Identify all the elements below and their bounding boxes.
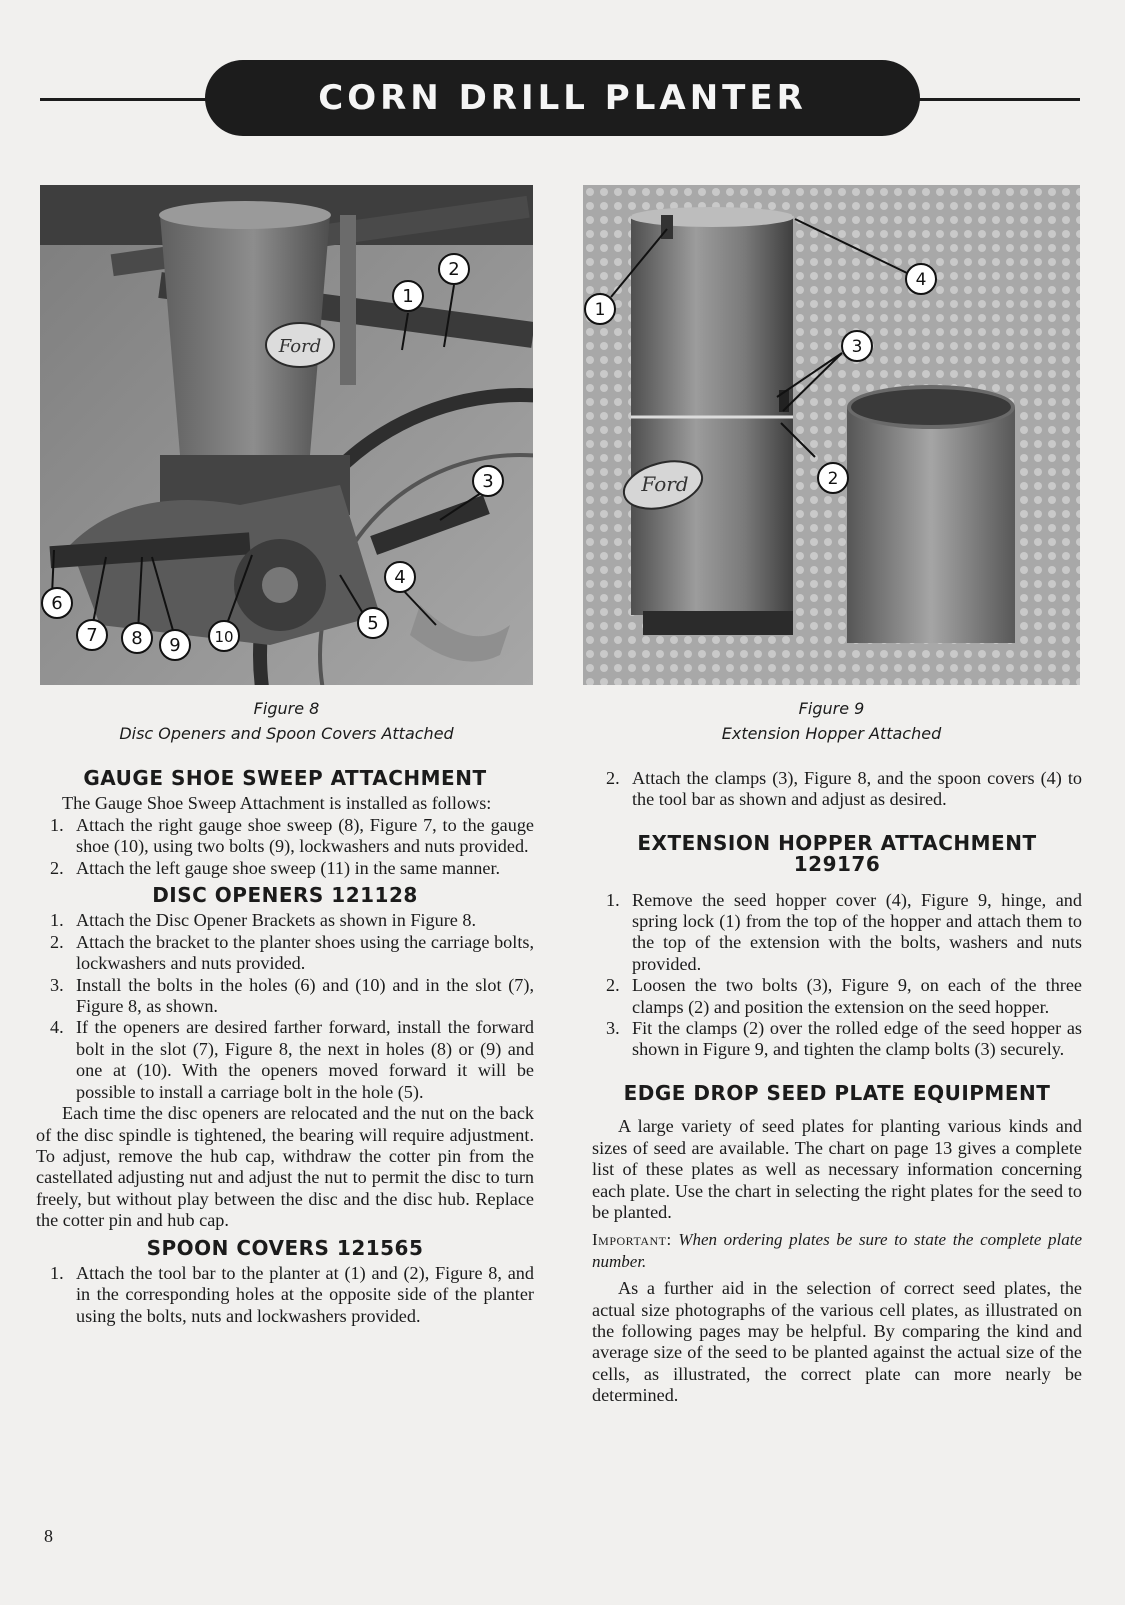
fig9-callout-4: 4	[915, 270, 927, 290]
list-item: 1. Remove the seed hopper cover (4), Figure 9, hinge, and spring lock (1) from the top of the hopper and attach them to the top of the extension with the bolts, washers and nuts provided.	[606, 889, 1082, 974]
figure-8-photo	[40, 185, 533, 685]
spoon-covers-heading: SPOON COVERS 121565	[146, 1235, 424, 1260]
figure-9-number: Figure 9	[798, 699, 865, 718]
disc-openers-steps	[36, 910, 534, 1103]
important-note	[592, 1229, 1082, 1272]
extension-hopper-heading: EXTENSION HOPPER ATTACHMENT 129176	[637, 830, 1037, 877]
list-item: 2. Loosen the two bolts (3), Figure 9, on each of the three clamps (2) and position the extension on the seed hopper.	[606, 975, 1082, 1017]
page-number: 8	[44, 1526, 53, 1546]
list-item: 1. Attach the right gauge shoe sweep (8), Figure 7, to the gauge shoe (10), using two bolts (9), lockwashers and nuts provided.	[50, 814, 534, 857]
fig8-callout-7: 7	[86, 625, 98, 646]
ford-logo: Ford	[641, 472, 689, 496]
list-item: 4. If the openers are desired farther forward, install the forward bolt in the slot (7), Figure 8, the next in holes (8) or (9) and one at (10). With the openers moved forward it will be possible to install a carriage bolt in the hole (5).	[50, 1017, 534, 1102]
list-item: 3. Fit the clamps (2) over the rolled edge of the seed hopper as shown in Figure 9, and tighten the clamp bolts (3) securely.	[606, 1018, 1082, 1060]
right-column	[592, 768, 1082, 1407]
fig8-callout-4: 4	[394, 567, 406, 588]
fig9-callout-3: 3	[851, 337, 863, 357]
fig8-callout-5: 5	[367, 613, 379, 634]
fig8-callout-8: 8	[131, 628, 143, 649]
important-text: When ordering plates be sure to state the complete plate number.	[592, 1230, 1083, 1271]
fig8-callout-2: 2	[448, 259, 460, 280]
figure-8-number: Figure 8	[253, 699, 320, 718]
figure-8-title: Disc Openers and Spoon Covers Attached	[119, 724, 454, 743]
fig9-callout-2: 2	[827, 469, 839, 489]
extension-hopper-steps	[592, 890, 1082, 1061]
fig9-callout-1: 1	[594, 300, 606, 320]
page-title: CORN DRILL PLANTER	[205, 60, 920, 136]
list-item: 3. Install the bolts in the holes (6) and (10) and in the slot (7), Figure 8, as shown.	[50, 974, 534, 1017]
fig8-callout-10: 10	[214, 628, 234, 646]
figure-9-title: Extension Hopper Attached	[721, 724, 942, 743]
list-item: 1. Attach the Disc Opener Brackets as shown in Figure 8.	[50, 910, 477, 931]
left-column	[36, 768, 534, 1327]
fig8-callout-6: 6	[51, 593, 63, 614]
spoon-covers-steps-continued	[592, 768, 1082, 811]
fig8-callout-3: 3	[482, 471, 494, 492]
edge-drop-heading: EDGE DROP SEED PLATE EQUIPMENT	[623, 1080, 1051, 1105]
ford-logo: Ford	[278, 336, 322, 357]
fig8-callout-1: 1	[402, 286, 414, 307]
list-item: 2. Attach the clamps (3), Figure 8, and the spoon covers (4) to the tool bar as shown and adjust as desired.	[606, 768, 1082, 810]
important-label: Important:	[592, 1230, 672, 1250]
banner-rule-left	[40, 98, 220, 101]
figure-9-photo	[583, 185, 1080, 685]
spoon-covers-steps	[36, 1263, 534, 1327]
banner-rule-right	[910, 98, 1080, 101]
edge-drop-paragraph-2: As a further aid in the selection of correct seed plates, the actual size photographs of the various cell plates, as illustrated on the following pages may be helpful. By comparing the kind and average size of the seed to be planted against the actual size of the cells, as illustrated, the correct plate can more nearly be determined.	[592, 1278, 1082, 1406]
gauge-shoe-heading: GAUGE SHOE SWEEP ATTACHMENT	[83, 766, 487, 790]
fig8-callout-9: 9	[169, 635, 181, 656]
gauge-shoe-intro: The Gauge Shoe Sweep Attachment is installed as follows:	[62, 793, 492, 814]
list-item: 2. Attach the left gauge shoe sweep (11) in the same manner.	[50, 857, 501, 878]
figure-9-caption	[583, 696, 1080, 746]
edge-drop-paragraph-1: A large variety of seed plates for planting various kinds and sizes of seed are available. The chart on page 13 gives a complete list of these plates as well as necessary information concerning each plate. Use the chart in selecting the right plates for the seed to be planted.	[592, 1116, 1082, 1222]
list-item: 1. Attach the tool bar to the planter at (1) and (2), Figure 8, and in the corresponding holes at the opposite side of the planter using the bolts, nuts and lockwashers provided.	[50, 1262, 534, 1326]
disc-openers-paragraph: Each time the disc openers are relocated and the nut on the back of the disc spindle is tightened, the bearing will require adjustment. To adjust, remove the hub cap, withdraw the cotter pin from the castellated adjusting nut and adjust the nut to permit the disc to turn freely, but without play between the disc and the disc hub. Replace the cotter pin and hub cap.	[36, 1103, 534, 1231]
list-item: 2. Attach the bracket to the planter shoes using the carriage bolts, lockwashers and nuts provided.	[50, 931, 534, 974]
gauge-shoe-steps	[36, 815, 534, 879]
disc-openers-heading: DISC OPENERS 121128	[152, 883, 418, 908]
figure-8-caption	[40, 696, 533, 746]
